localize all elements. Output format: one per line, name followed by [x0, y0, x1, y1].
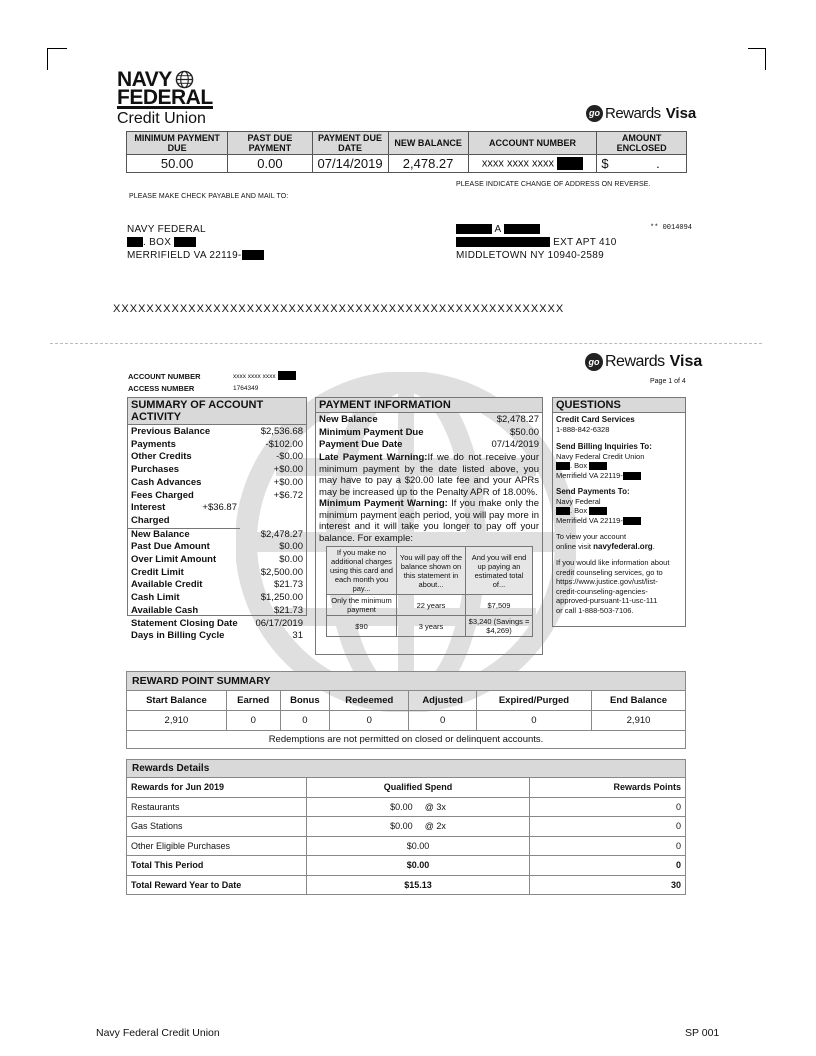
rewards-details-header-spend: Qualified Spend	[307, 778, 530, 798]
online-end: .	[652, 541, 655, 551]
reward-summary-title: REWARD POINT SUMMARY	[126, 671, 686, 690]
member-line-2-text: EXT APT 410	[553, 237, 617, 248]
payments-line-2-text: . Box	[570, 506, 588, 515]
redaction	[127, 237, 143, 247]
summary-label: Other Credits	[131, 451, 192, 463]
redaction	[556, 462, 570, 470]
coupon-account-number	[468, 155, 597, 173]
questions-title: QUESTIONS	[553, 398, 685, 413]
logo-line-2: FEDERAL	[117, 86, 213, 109]
summary-value: 06/17/2019	[255, 617, 303, 629]
summary-value: $21.73	[273, 579, 303, 591]
reward-summary-value: 0	[280, 711, 329, 731]
summary-row	[128, 439, 306, 452]
payments-line-3	[556, 516, 682, 526]
rewards-details-header-row	[127, 778, 686, 798]
reward-summary-value: 2,910	[592, 711, 686, 731]
member-line-1-text: A	[494, 224, 501, 235]
coupon-header-min-due: MINIMUM PAYMENT DUE	[127, 132, 228, 155]
summary-row	[128, 502, 240, 528]
billing-line-2-text: . Box	[570, 461, 588, 470]
summary-value: $2,536.68	[260, 426, 303, 437]
rewards-spend-cell	[307, 836, 530, 856]
rewards-details-row	[127, 875, 686, 895]
mini-row-2-time: 3 years	[397, 616, 466, 637]
scanline: XXXXXXXXXXXXXXXXXXXXXXXXXXXXXXXXXXXXXXXXXXXXXXXXXXXXXX	[113, 303, 565, 315]
reward-summary-value: 0	[409, 711, 476, 731]
coupon-header-due-date: PAYMENT DUE DATE	[312, 132, 388, 155]
redaction	[456, 224, 492, 234]
summary-label: Over Limit Amount	[131, 554, 217, 566]
minimum-payment-warning	[316, 498, 542, 544]
counseling-info	[556, 558, 682, 615]
amount-enclosed-field[interactable]	[597, 155, 687, 173]
summary-label: Days in Billing Cycle	[131, 630, 225, 642]
remit-line-2-text: . BOX	[143, 237, 172, 248]
redaction	[589, 462, 607, 470]
remit-line-3-text: MERRIFIELD VA 22119-	[127, 250, 242, 261]
rewards-spend: $0.00	[406, 840, 430, 851]
summary-row	[128, 630, 306, 643]
summary-label: Credit Limit	[131, 566, 184, 578]
summary-row	[128, 592, 306, 605]
billing-line-1: Navy Federal Credit Union	[556, 451, 645, 461]
summary-value: -$102.00	[265, 438, 303, 450]
barcode-code: ** 0014094	[650, 224, 693, 232]
payment-information	[315, 397, 543, 655]
summary-value: +$36.87	[202, 502, 237, 514]
minimum-payment-text: If you make only the minimum payment each period, you will pay more in interest and it will take you longer to pay off your balance. For example:	[319, 498, 539, 544]
coupon-min-due: 50.00	[127, 155, 228, 173]
payment-row	[316, 414, 542, 427]
remit-line-1: NAVY FEDERAL	[127, 224, 206, 235]
rewards-points: 0	[530, 856, 686, 876]
summary-value: $0.00	[279, 554, 303, 566]
summary-title: SUMMARY OF ACCOUNT ACTIVITY	[128, 398, 306, 425]
rewards-details-table	[126, 777, 686, 895]
payment-row	[316, 427, 542, 440]
summary-label: New Balance	[131, 528, 190, 540]
reward-summary-header: Expired/Purged	[476, 691, 591, 711]
redaction	[557, 157, 583, 170]
summary-label: Statement Closing Date	[131, 617, 238, 629]
counseling-line: approved-pursuant-11-usc-111	[556, 596, 658, 605]
summary-label: Interest Charged	[131, 502, 170, 526]
rewards-points: 30	[530, 875, 686, 895]
questions-content	[553, 413, 685, 615]
service-phone: 1-888-842-6328	[556, 424, 610, 434]
summary-value: -$0.00	[276, 451, 303, 463]
crop-mark-right	[748, 48, 766, 70]
summary-of-account-activity	[127, 397, 307, 642]
reward-summary-values-row	[127, 711, 686, 731]
logo-line-3: Credit Union	[117, 110, 206, 127]
rewards-details-header-points: Rewards Points	[530, 778, 686, 798]
remit-address	[127, 223, 264, 262]
billing-line-3	[556, 471, 682, 481]
reward-summary-value: 0	[330, 711, 409, 731]
reward-summary-header-row	[127, 691, 686, 711]
summary-value: +$0.00	[273, 464, 303, 476]
reward-summary-header: Adjusted	[409, 691, 476, 711]
redaction	[174, 237, 196, 247]
summary-label: Cash Advances	[131, 476, 202, 488]
coupon-header-account-number: ACCOUNT NUMBER	[468, 132, 597, 155]
go-rewards-icon: go	[586, 105, 603, 122]
summary-value: $2,500.00	[260, 566, 303, 578]
rewards-points: 0	[530, 797, 686, 817]
member-address	[456, 223, 617, 262]
late-payment-warning	[316, 452, 542, 498]
payment-title: PAYMENT INFORMATION	[316, 398, 542, 413]
minimum-payment-label: Minimum Payment Warning:	[319, 498, 448, 510]
minimum-payment-table	[326, 546, 533, 637]
payments-title: Send Payments To:	[556, 487, 630, 496]
payment-value: 07/14/2019	[491, 439, 539, 451]
rewards-spend: $0.00	[406, 860, 430, 871]
rewards-details-header-period: Rewards for Jun 2019	[127, 778, 307, 798]
redaction	[623, 517, 641, 525]
member-line-3: MIDDLETOWN NY 10940-2589	[456, 250, 605, 261]
rewards-rate: @ 2x	[424, 821, 446, 832]
remit-line-2	[127, 236, 264, 249]
footer-right: SP 001	[685, 1027, 720, 1039]
counseling-line: https://www.justice.gov/ust/list-	[556, 577, 658, 586]
rewards-points: 0	[530, 817, 686, 837]
rewards-spend-cell	[307, 817, 530, 837]
reward-point-summary	[126, 671, 686, 749]
counseling-line: credit counseling services, go to	[556, 567, 663, 577]
rewards-category: Total Reward Year to Date	[127, 875, 307, 895]
summary-value: 31	[292, 630, 303, 642]
rewards-rate: @ 3x	[424, 801, 446, 812]
account-number-value: xxxx xxxx xxxx	[233, 373, 276, 380]
redemption-note: Redemptions are not permitted on closed or delinquent accounts.	[127, 731, 686, 749]
reward-summary-header: Bonus	[280, 691, 329, 711]
counseling-line: If you would like information about	[556, 558, 670, 567]
summary-value: +$0.00	[273, 476, 303, 488]
account-number-label: ACCOUNT NUMBER	[128, 372, 201, 381]
member-line-2	[456, 236, 617, 249]
coupon-account-number-text: xxxx xxxx xxxx	[481, 157, 555, 170]
mini-row-2-total: $3,240 (Savings = $4,269)	[466, 616, 533, 637]
member-line-1	[456, 223, 617, 236]
redaction	[623, 472, 641, 480]
card-brand-statement	[585, 353, 702, 371]
redaction	[556, 507, 570, 515]
reward-summary-value: 0	[226, 711, 280, 731]
counseling-line: or call 1-888-503-7106.	[556, 605, 634, 615]
navy-federal-logo	[117, 70, 213, 128]
mini-header-3: And you will end up paying an estimated total of...	[466, 547, 533, 595]
payment-rows	[316, 413, 542, 452]
online-line-1: To view your account	[556, 532, 627, 541]
summary-rows	[128, 425, 306, 643]
reward-summary-value: 2,910	[127, 711, 227, 731]
payment-label: New Balance	[319, 414, 378, 425]
change-of-address-note: PLEASE INDICATE CHANGE OF ADDRESS ON REVERSE.	[456, 181, 651, 188]
card-brand-top	[586, 105, 696, 122]
payments-line-3-text: Merrifield VA 22119-	[556, 515, 623, 525]
crop-mark-left	[47, 48, 67, 70]
summary-label: Previous Balance	[131, 426, 211, 437]
summary-label: Cash Limit	[131, 592, 180, 604]
summary-row	[128, 541, 306, 554]
summary-row	[128, 529, 306, 542]
amount-decimal-point: .	[656, 156, 660, 171]
logo-line-1: NAVY	[117, 68, 172, 91]
redaction	[456, 237, 550, 247]
rewards-details	[126, 759, 686, 895]
late-payment-label: Late Payment Warning:	[319, 452, 428, 464]
billing-line-2	[556, 461, 682, 471]
reward-summary-header: Earned	[226, 691, 280, 711]
summary-value: $21.73	[273, 604, 303, 616]
summary-label: Purchases	[131, 464, 180, 476]
rewards-word: Rewards	[605, 105, 661, 122]
coupon-header-amount-enclosed: AMOUNT ENCLOSED	[597, 132, 687, 155]
summary-value: $0.00	[279, 541, 303, 553]
payment-row	[316, 439, 542, 452]
rewards-details-rows	[127, 797, 686, 895]
payment-label: Minimum Payment Due	[319, 426, 424, 438]
summary-row	[128, 490, 306, 503]
rewards-category: Gas Stations	[127, 817, 307, 837]
rewards-spend-cell	[307, 875, 530, 895]
summary-row	[128, 605, 306, 618]
amount-dollar-sign: $	[601, 156, 609, 171]
rewards-details-row	[127, 856, 686, 876]
rewards-spend: $0.00	[390, 821, 413, 832]
service-title: Credit Card Services	[556, 415, 635, 424]
summary-label: Payments	[131, 438, 176, 450]
coupon-past-due: 0.00	[228, 155, 312, 173]
reward-summary-header: Start Balance	[127, 691, 227, 711]
rewards-category: Other Eligible Purchases	[127, 836, 307, 856]
reward-summary-table	[126, 690, 686, 749]
payment-label: Payment Due Date	[319, 439, 403, 451]
visa-word: Visa	[669, 353, 703, 370]
mini-row-1-time: 22 years	[397, 595, 466, 616]
summary-label: Available Credit	[131, 579, 203, 591]
access-number-label: ACCESS NUMBER	[128, 384, 195, 393]
summary-label: Past Due Amount	[131, 541, 210, 553]
coupon-header-past-due: PAST DUE PAYMENT	[228, 132, 312, 155]
mini-header-1: If you make no additional charges using this card and each month you pay...	[327, 547, 397, 595]
rewards-details-row	[127, 797, 686, 817]
online-text: online visit	[556, 541, 594, 551]
redaction	[589, 507, 607, 515]
mini-row-1-pay: Only the minimum payment	[327, 595, 397, 616]
website-link[interactable]: navyfederal.org	[593, 541, 653, 551]
summary-row	[128, 567, 306, 580]
rewards-category: Restaurants	[127, 797, 307, 817]
payment-value: $2,478.27	[496, 414, 539, 425]
rewards-category: Total This Period	[127, 856, 307, 876]
summary-value: +$6.72	[273, 489, 303, 501]
tear-line	[50, 343, 762, 344]
mini-row-1-total: $7,509	[466, 595, 533, 616]
remit-line-3	[127, 249, 264, 262]
reward-summary-value: 0	[476, 711, 591, 731]
payment-value: $50.00	[509, 426, 539, 438]
coupon-new-balance: 2,478.27	[388, 155, 468, 173]
account-info	[128, 371, 296, 395]
payments-line-2	[556, 506, 682, 516]
redaction	[242, 250, 264, 260]
late-payment-text: If we do not receive your minimum payment by the date listed above, you may have to pay a $20.00 late fee and your APRs may be increased up to the Penalty APR of 18.00%.	[319, 452, 539, 498]
summary-row	[128, 477, 306, 490]
mini-header-2: You will pay off the balance shown on this statement in about...	[397, 547, 466, 595]
payments-line-1: Navy Federal	[556, 496, 601, 506]
access-number-value: 1764349	[233, 385, 259, 392]
summary-value: $2,478.27	[260, 528, 303, 540]
go-rewards-icon: go	[585, 353, 603, 371]
summary-row	[128, 464, 306, 477]
redaction	[278, 371, 296, 380]
summary-label: Fees Charged	[131, 489, 194, 501]
mini-row-2-pay: $90	[327, 616, 397, 637]
counseling-line: credit-counseling-agencies-	[556, 586, 648, 596]
coupon-due-date: 07/14/2019	[312, 155, 388, 173]
rewards-spend: $0.00	[390, 801, 413, 812]
summary-row	[128, 426, 306, 439]
summary-row	[128, 618, 306, 631]
page-number: Page 1 of 4	[650, 378, 686, 385]
rewards-points: 0	[530, 836, 686, 856]
summary-row	[128, 554, 306, 567]
questions-box	[552, 397, 686, 627]
rewards-details-row	[127, 817, 686, 837]
summary-row	[128, 579, 306, 592]
reward-summary-header: End Balance	[592, 691, 686, 711]
rewards-spend-cell	[307, 797, 530, 817]
summary-label: Available Cash	[131, 604, 199, 616]
reward-summary-header: Redeemed	[330, 691, 409, 711]
billing-title: Send Billing Inquiries To:	[556, 442, 652, 451]
rewards-spend-cell	[307, 856, 530, 876]
footer-left: Navy Federal Credit Union	[96, 1027, 220, 1039]
payment-coupon-table	[126, 131, 687, 173]
rewards-spend: $15.13	[404, 879, 432, 890]
coupon-header-new-balance: NEW BALANCE	[388, 132, 468, 155]
visa-word: Visa	[665, 105, 697, 122]
billing-line-3-text: Merrifield VA 22119-	[556, 470, 623, 480]
redaction	[504, 224, 540, 234]
online-line-2	[556, 542, 682, 552]
rewards-details-row	[127, 836, 686, 856]
rewards-word: Rewards	[605, 353, 665, 370]
summary-value: $1,250.00	[260, 592, 303, 604]
rewards-details-title: Rewards Details	[126, 759, 686, 777]
payable-note: PLEASE MAKE CHECK PAYABLE AND MAIL TO:	[129, 193, 289, 200]
summary-row	[128, 451, 306, 464]
